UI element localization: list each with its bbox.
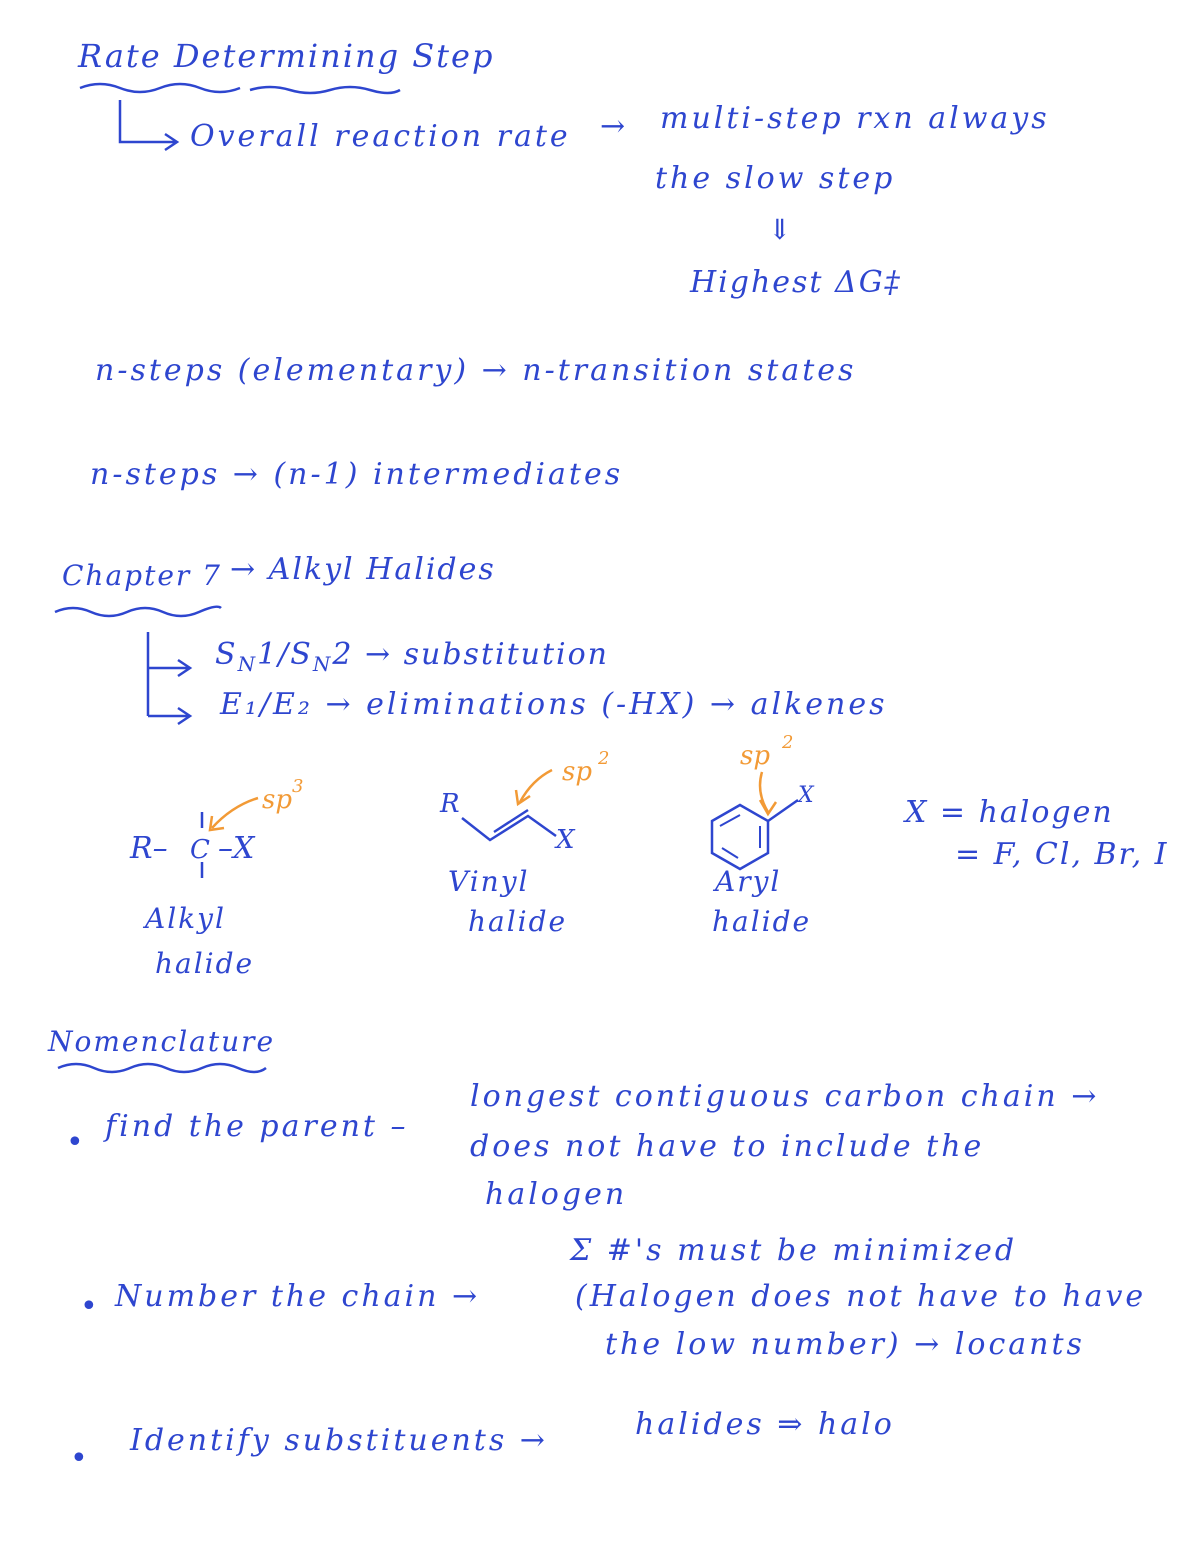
sn-sub1: N — [237, 652, 258, 676]
alkyl-label-1: Alkyl — [145, 902, 226, 935]
rds-arrow: → — [600, 109, 628, 144]
aryl-label-1: Aryl — [715, 865, 782, 898]
sn-sub2: N — [312, 652, 333, 676]
sn-mid: 1/S — [257, 637, 313, 672]
nomen-item2-b: Σ #'s must be minimized — [570, 1233, 1018, 1268]
nomen-item1-d: halogen — [485, 1177, 628, 1212]
bullet-icon: • — [66, 1125, 86, 1160]
rds-line1: Overall reaction rate — [190, 119, 571, 154]
chapter-underline — [55, 607, 221, 616]
nomen-item3-a: Identify substituents → — [130, 1423, 548, 1458]
nomen-item2-c: (Halogen does not have to have — [575, 1279, 1147, 1314]
sn-line — [215, 637, 610, 676]
sn-rest: → substitution — [364, 637, 610, 672]
vinyl-x: X — [556, 825, 575, 855]
nomenclature-underline — [58, 1064, 266, 1072]
nomen-item2-d: the low number) → locants — [605, 1327, 1085, 1362]
steps-line2: n-steps → (n-1) intermediates — [90, 457, 624, 492]
aryl-hybrid: sp — [740, 741, 770, 771]
nomen-item1-c: does not have to include the — [470, 1129, 985, 1164]
nomen-item2-a: Number the chain → — [115, 1279, 481, 1314]
bullet-icon: • — [80, 1289, 100, 1324]
e-line: E₁/E₂ → eliminations (-HX) → alkenes — [220, 687, 888, 722]
steps-line1: n-steps (elementary) → n-transition states — [95, 353, 857, 388]
vinyl-label-2: halide — [468, 905, 568, 938]
nomenclature-heading: Nomenclature — [48, 1025, 276, 1058]
rds-line2: the slow step — [655, 161, 896, 196]
aryl-x: X — [798, 783, 814, 808]
aryl-sp2-arrow-icon — [760, 772, 776, 814]
alkyl-halide-structure — [129, 776, 303, 878]
nomen-item1-b: longest contiguous carbon chain → — [470, 1079, 1100, 1114]
chapter-heading: Chapter 7 — [62, 559, 222, 592]
nomen-item3-b: halides ⇒ halo — [635, 1407, 895, 1442]
vinyl-hybrid-sup: 2 — [598, 748, 610, 769]
nomen-item1-a: find the parent – — [105, 1109, 409, 1144]
sn-end: 2 — [332, 637, 354, 672]
alkyl-hybrid: sp — [262, 785, 292, 815]
aryl-label-2: halide — [712, 905, 812, 938]
title-underline — [80, 84, 400, 93]
halogen-definition: X = halogen — [905, 795, 1114, 830]
aryl-halide-structure — [712, 732, 815, 869]
halogen-list: = F, Cl, Br, I — [955, 837, 1169, 872]
rds-line1b: multi-step rxn always — [660, 101, 1050, 136]
rds-line3: Highest ΔG‡ — [690, 265, 902, 300]
bracket-icon — [148, 632, 190, 724]
vinyl-hybrid: sp — [562, 757, 592, 787]
vinyl-sp2-arrow-icon — [516, 770, 552, 804]
corner-arrow-icon — [120, 100, 177, 150]
alkyl-label-2: halide — [155, 947, 255, 980]
alkyl-sp3-arrow-icon — [210, 798, 258, 830]
page-title: Rate Determining Step — [78, 37, 495, 75]
alkyl-c: C — [190, 835, 210, 865]
sn-s1: S — [215, 637, 238, 672]
aryl-hybrid-sup: 2 — [782, 732, 794, 753]
implies-arrow-icon: ⇓ — [768, 213, 794, 246]
alkyl-r: R– — [130, 831, 168, 866]
chapter-heading-rest: → Alkyl Halides — [230, 552, 496, 587]
vinyl-halide-structure — [439, 748, 609, 855]
vinyl-r: R — [440, 789, 460, 819]
bullet-icon: • — [70, 1441, 90, 1476]
alkyl-x: –X — [218, 831, 255, 866]
alkyl-hybrid-sup: 3 — [292, 776, 304, 797]
vinyl-label-1: Vinyl — [448, 865, 530, 898]
